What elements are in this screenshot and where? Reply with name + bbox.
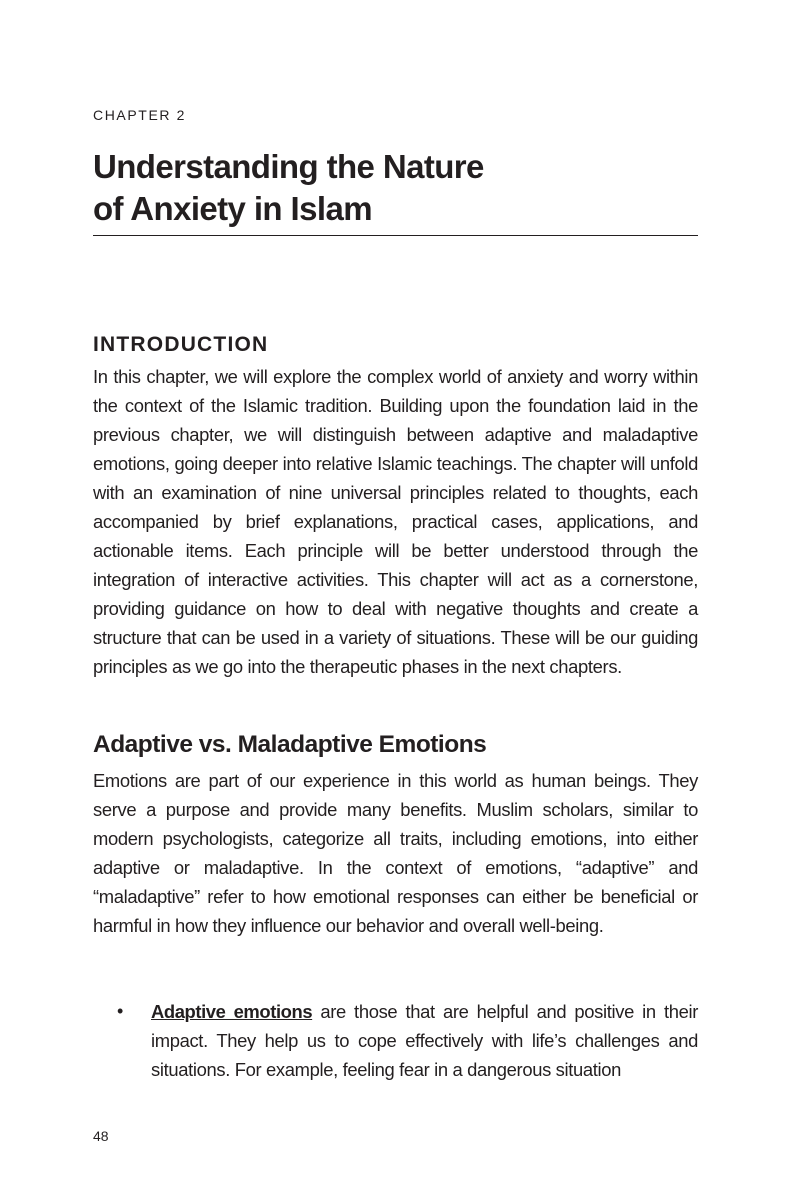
introduction-heading: INTRODUCTION [93, 333, 269, 356]
list-item-text [151, 997, 698, 1084]
page-number: 48 [93, 1128, 109, 1144]
adaptive-emotions-term: Adaptive emotions [151, 1001, 313, 1022]
adaptive-section-heading: Adaptive vs. Maladaptive Emotions [93, 731, 487, 758]
chapter-title [93, 146, 484, 230]
chapter-title-line-1: Understanding the Nature [93, 148, 484, 185]
chapter-label: CHAPTER 2 [93, 107, 186, 123]
introduction-paragraph: In this chapter, we will explore the complex world of anxiety and worry within the context of the Islamic tradition. Building upon the foundation laid in the previous chapter, we will distinguish between adaptive and maladaptive emotions, going deeper into relative Islamic teachings. The chapter will unfold with an examination of nine universal principles related to thoughts, each accompanied by brief explanations, practical cases, applications, and actionable items. Each principle will be better understood through the integration of interactive activities. This chapter will act as a cornerstone, providing guidance on how to deal with negative thoughts and create a structure that can be used in a variety of situations. These will be our guiding principles as we go into the therapeutic phases in the next chapters. [93, 366, 698, 677]
adaptive-emotions-description: are those that are helpful and positive in their impact. They help us to cope effectively with life’s challenges and situations. For example, feeling fear in a dangerous situation [151, 1001, 698, 1080]
bullet-icon: • [117, 1001, 124, 1021]
emotions-paragraph: Emotions are part of our experience in this world as human beings. They serve a purpose and provide many benefits. Muslim scholars, similar to modern psychologists, categorize all traits, including emotions, into either adaptive or maladaptive. In the context of emotions, “adaptive” and “maladaptive” refer to how emotional responses can either be beneficial or harmful in how they influence our behavior and overall well-being. [93, 770, 698, 936]
book-page [93, 0, 698, 1200]
emotion-types-list [93, 997, 698, 1084]
list-item [93, 997, 698, 1084]
chapter-title-line-2: of Anxiety in Islam [93, 190, 372, 227]
title-divider [93, 235, 698, 236]
